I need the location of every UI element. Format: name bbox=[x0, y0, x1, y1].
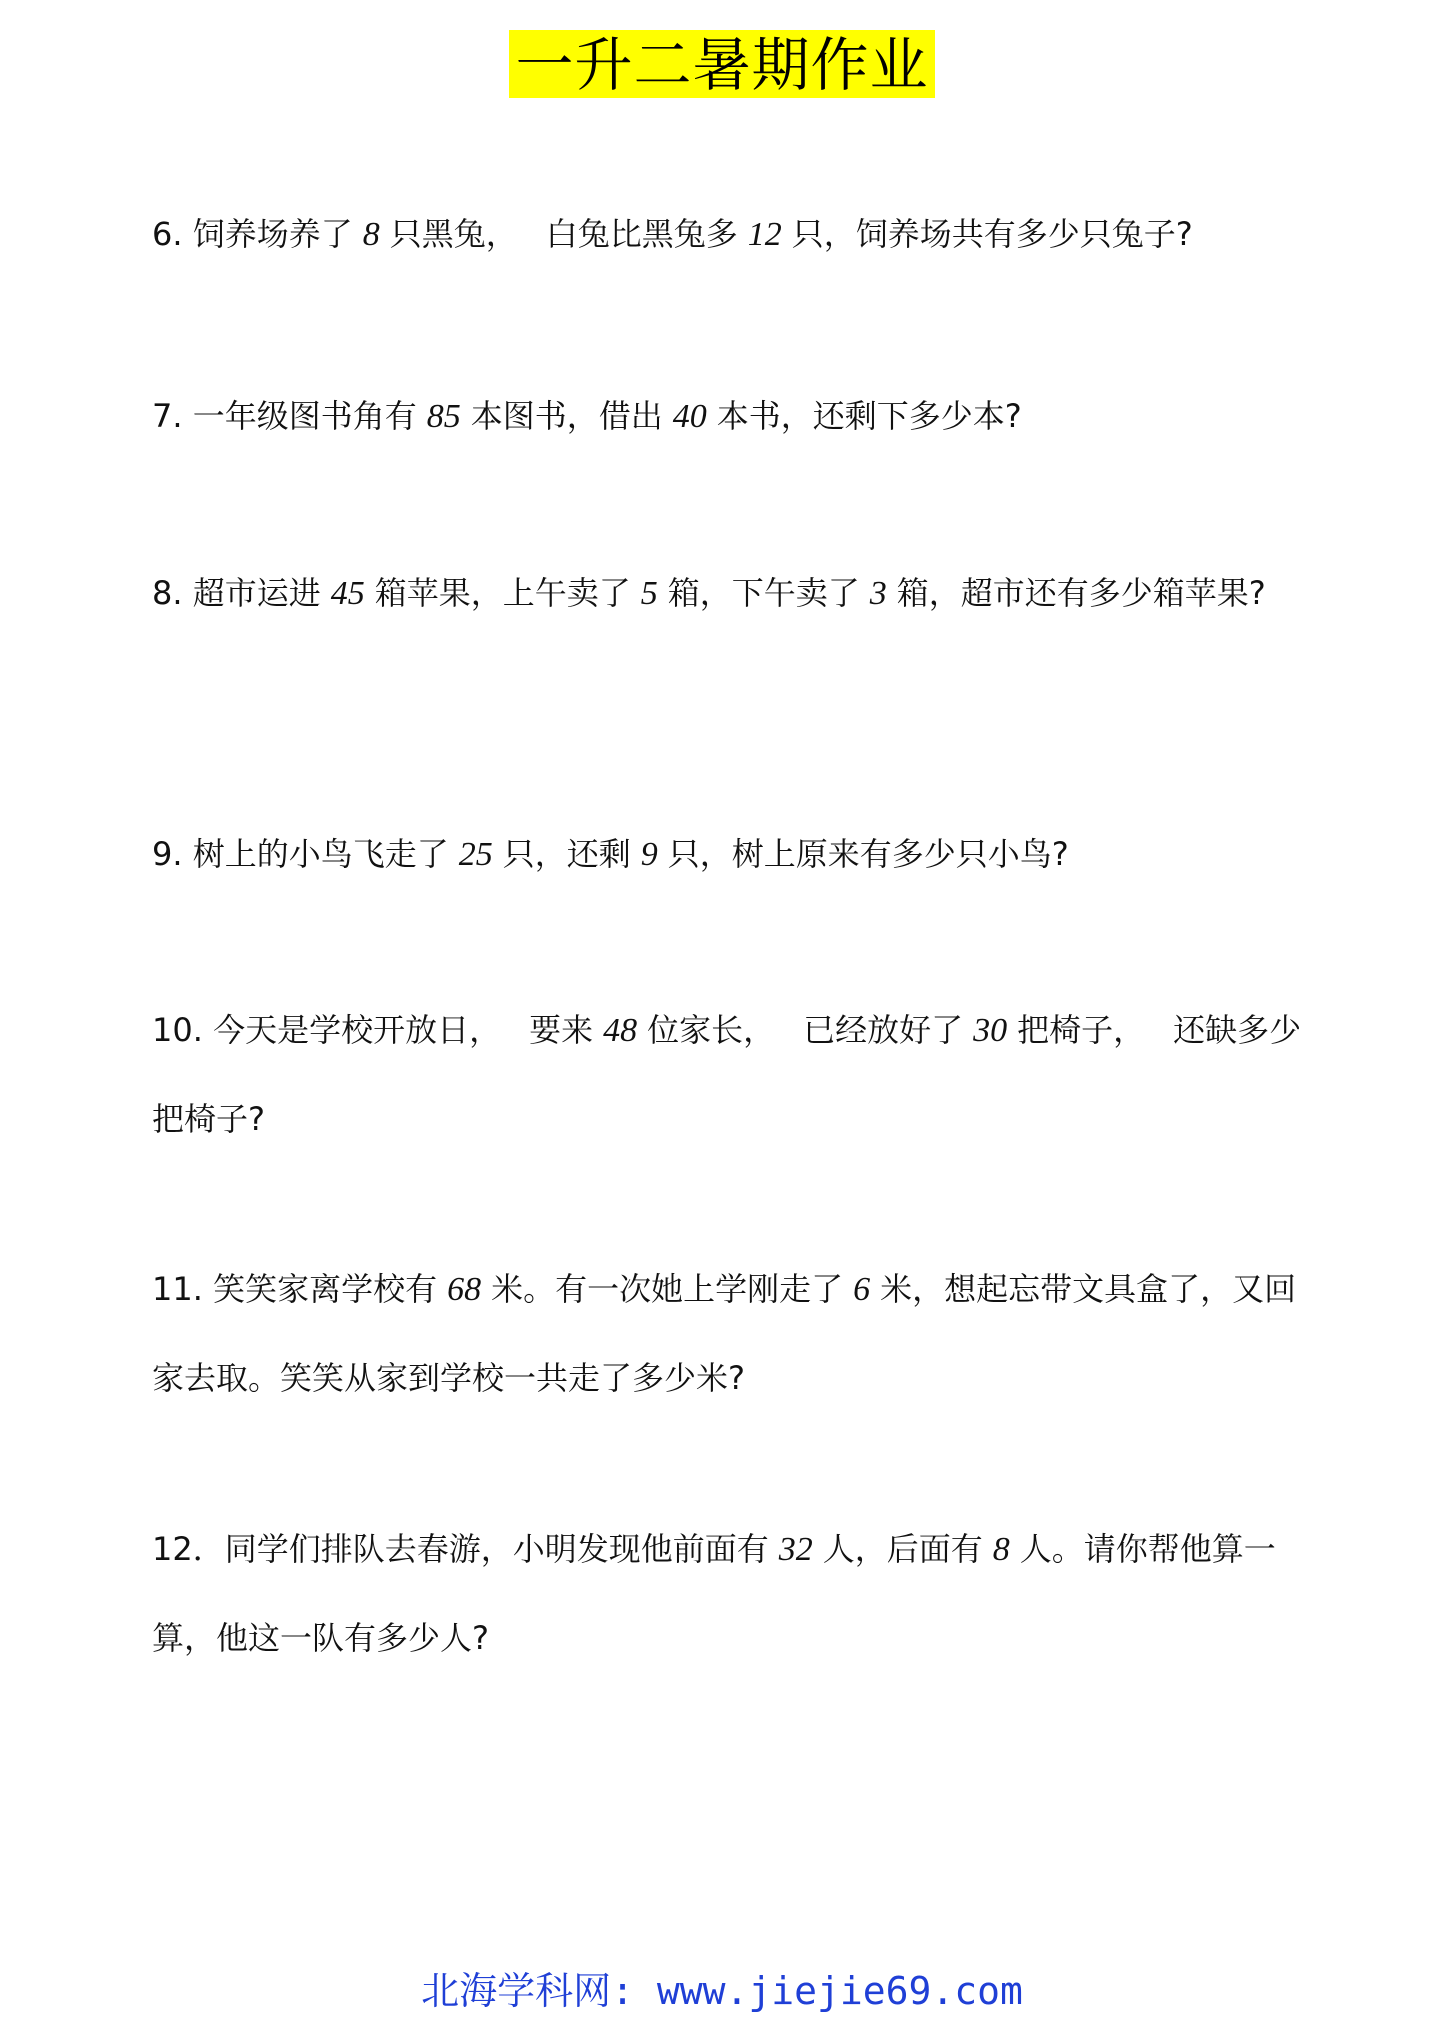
q8-number-1: 45 bbox=[330, 575, 365, 612]
footer-site-name: 北海学科网 bbox=[421, 1969, 612, 2013]
q6-suffix: 只，饲养场共有多少只兔子? bbox=[791, 215, 1193, 253]
q7-number-1: 85 bbox=[426, 398, 461, 435]
q6-prefix: 6. 饲养场养了 bbox=[152, 215, 353, 253]
q10-number-2: 30 bbox=[973, 1012, 1008, 1049]
q8-number-3: 3 bbox=[869, 575, 887, 612]
question-11 bbox=[152, 1245, 1322, 1422]
question-10 bbox=[152, 986, 1322, 1163]
footer-watermark bbox=[0, 1960, 1444, 2015]
q9-number-2: 9 bbox=[640, 836, 658, 873]
q12-prefix: 12．同学们排队去春游，小明发现他前面有 bbox=[152, 1530, 769, 1568]
question-7 bbox=[152, 372, 1322, 461]
q12-mid-1: 人，后面有 bbox=[822, 1530, 983, 1568]
footer-url[interactable]: www.jiejie69.com bbox=[656, 1969, 1023, 2013]
q10-mid-3: 已经放好了 bbox=[803, 1011, 964, 1049]
q7-number-2: 40 bbox=[672, 398, 707, 435]
q7-prefix: 7. 一年级图书角有 bbox=[152, 397, 417, 435]
q10-mid-1: 要来 bbox=[529, 1011, 594, 1049]
q9-mid-1: 只，还剩 bbox=[502, 835, 631, 873]
page-title-wrapper bbox=[0, 30, 1444, 98]
q10-mid-2: 位家长， bbox=[647, 1011, 776, 1049]
q12-number-2: 8 bbox=[992, 1531, 1010, 1568]
q6-mid-2: 白兔比黑兔多 bbox=[545, 215, 738, 253]
q11-mid-1: 米。有一次她上学刚走了 bbox=[491, 1270, 844, 1308]
q6-number-1: 8 bbox=[362, 216, 380, 253]
q7-mid-1: 本图书，借出 bbox=[470, 397, 663, 435]
page-title: 一升二暑期作业 bbox=[509, 30, 934, 98]
q9-number-1: 25 bbox=[458, 836, 493, 873]
q6-number-2: 12 bbox=[747, 216, 782, 253]
q7-suffix: 本书，还剩下多少本? bbox=[716, 397, 1022, 435]
q11-number-1: 68 bbox=[447, 1271, 482, 1308]
q10-prefix: 10. 今天是学校开放日， bbox=[152, 1011, 502, 1049]
q6-mid-1: 只黑兔， bbox=[389, 215, 518, 253]
q9-suffix: 只，树上原来有多少只小鸟? bbox=[667, 835, 1069, 873]
q8-prefix: 8. 超市运进 bbox=[152, 574, 321, 612]
q11-prefix: 11. 笑笑家离学校有 bbox=[152, 1270, 438, 1308]
q8-mid-2: 箱，下午卖了 bbox=[667, 574, 860, 612]
q11-number-2: 6 bbox=[853, 1271, 871, 1308]
q8-number-2: 5 bbox=[640, 575, 658, 612]
q11-suffix: 米，想起忘带文具盒了，又回家去取。笑笑从家到学校一共走了多少米? bbox=[152, 1270, 1297, 1397]
question-8 bbox=[152, 549, 1322, 638]
q10-mid-4: 把椅子， bbox=[1017, 1011, 1146, 1049]
question-12 bbox=[152, 1505, 1322, 1682]
question-6 bbox=[152, 190, 1322, 279]
q10-number-1: 48 bbox=[603, 1012, 638, 1049]
q8-suffix: 箱，超市还有多少箱苹果? bbox=[896, 574, 1266, 612]
q10-suffix: 还缺多少把椅子? bbox=[152, 1011, 1302, 1138]
q12-suffix: 人。请你帮他算一算，他这一队有多少人? bbox=[152, 1530, 1276, 1657]
q12-number-1: 32 bbox=[778, 1531, 813, 1568]
q8-mid-1: 箱苹果，上午卖了 bbox=[374, 574, 631, 612]
question-9 bbox=[152, 810, 1322, 899]
q9-prefix: 9. 树上的小鸟飞走了 bbox=[152, 835, 449, 873]
footer-separator: : bbox=[611, 1969, 634, 2013]
